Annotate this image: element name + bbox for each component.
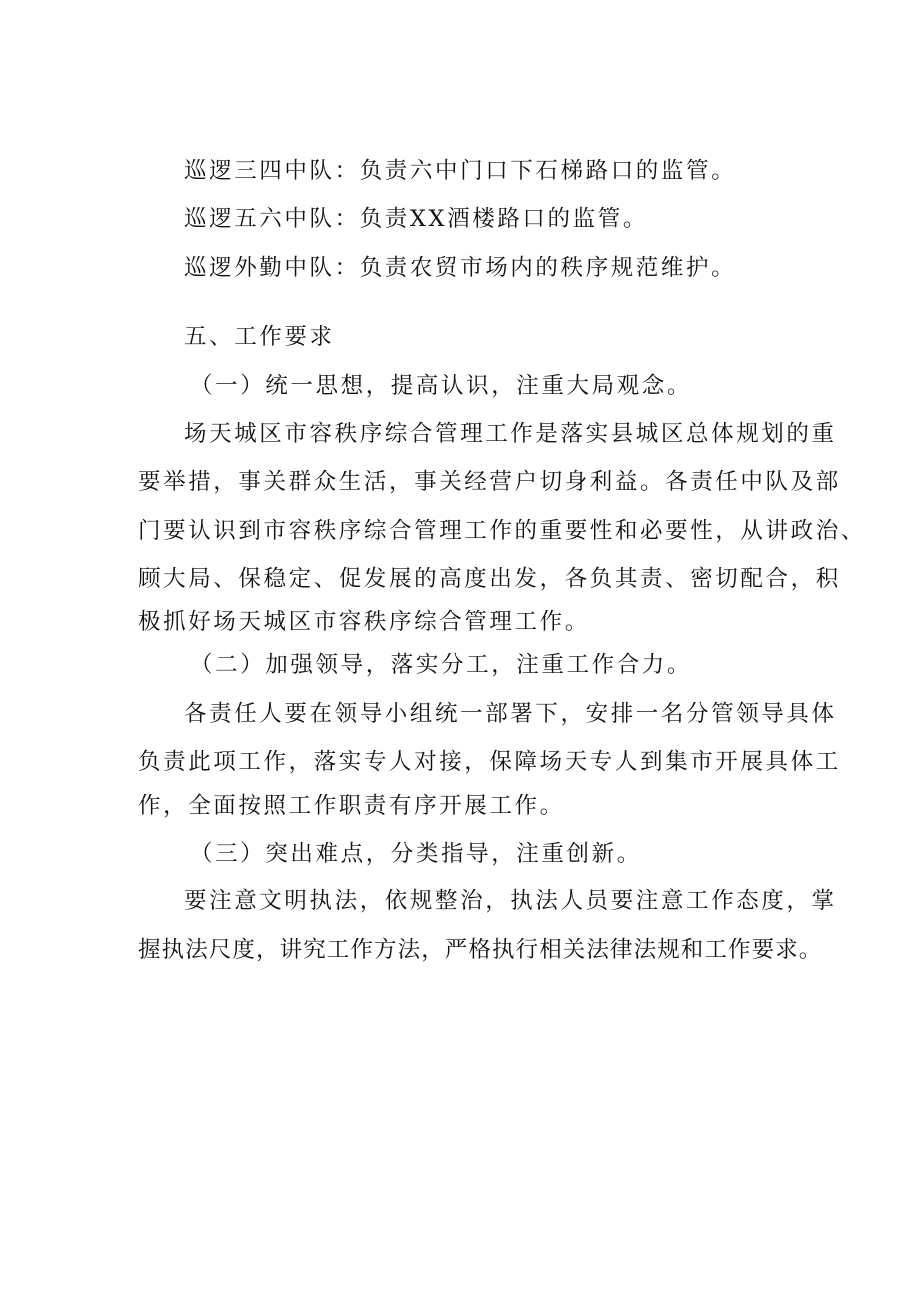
subheading-3: （三）突出难点，分类指导，注重创新。 <box>190 841 642 867</box>
paragraph-2-line-2: 负责此项工作，落实专人对接，保障场天专人到集市开展具体工 <box>138 749 841 775</box>
paragraph-1-line-3: 门要认识到市容秩序综合管理工作的重要性和必要性，从讲政治、 <box>138 518 866 544</box>
subheading-1: （一）统一思想，提高认识，注重大局观念。 <box>190 373 693 399</box>
paragraph-1-line-2: 要举措，事关群众生活，事关经营户切身利益。各责任中队及部 <box>138 469 841 495</box>
paragraph-patrol-field: 巡逻外勤中队：负责农贸市场内的秩序规范维护。 <box>184 255 737 281</box>
paragraph-2-line-3: 作，全面按照工作职责有序开展工作。 <box>138 793 565 819</box>
paragraph-3-line-1: 要注意文明执法，依规整治，执法人员要注意工作态度，掌 <box>184 888 837 914</box>
section-heading: 五、工作要求 <box>184 324 335 350</box>
paragraph-1-line-1: 场天城区市容秩序综合管理工作是落实县城区总体规划的重 <box>184 421 837 447</box>
paragraph-patrol-56: 巡逻五六中队：负责XX酒楼路口的监管。 <box>184 206 648 232</box>
paragraph-1-line-4: 顾大局、保稳定、促发展的高度出发，各负其责、密切配合，积 <box>138 566 841 592</box>
paragraph-2-line-1: 各责任人要在领导小组统一部署下，安排一名分管领导具体 <box>184 701 837 727</box>
subheading-2: （二）加强领导，落实分工，注重工作合力。 <box>190 652 693 678</box>
paragraph-1-line-5: 极抓好场天城区市容秩序综合管理工作。 <box>138 609 590 635</box>
paragraph-patrol-34: 巡逻三四中队：负责六中门口下石梯路口的监管。 <box>184 158 737 184</box>
paragraph-3-line-2: 握执法尺度，讲究工作方法，严格执行相关法律法规和工作要求。 <box>138 937 823 963</box>
